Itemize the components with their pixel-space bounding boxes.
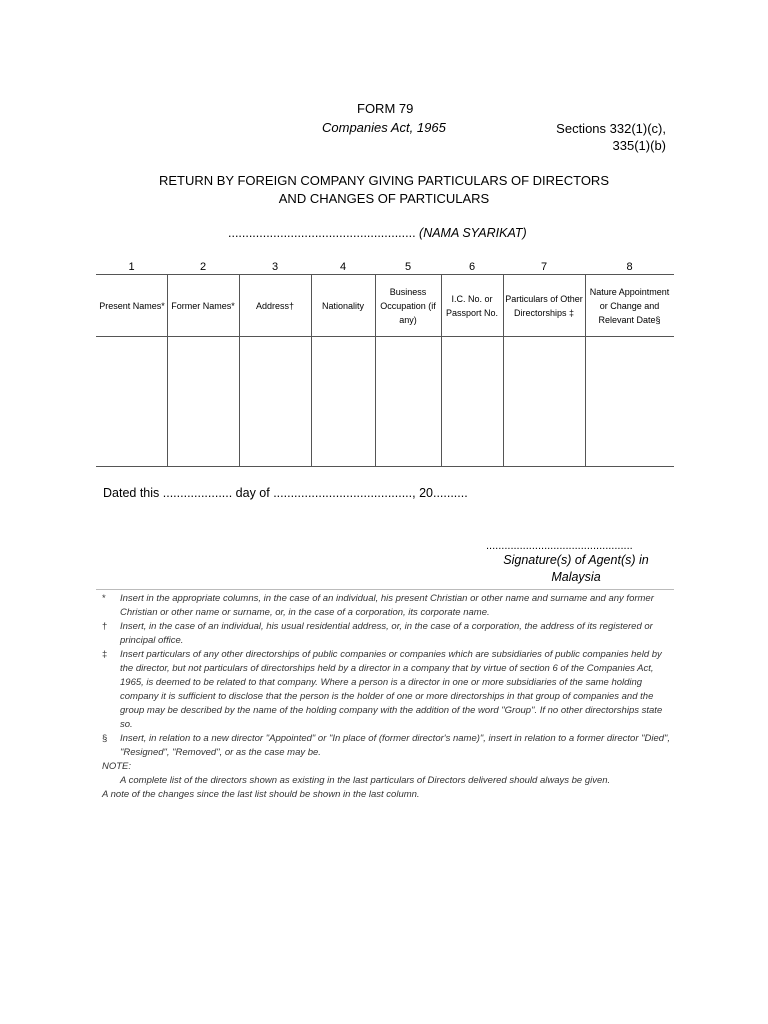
column-number-5: 5 — [404, 261, 412, 273]
footnote-text: Insert, in the case of an individual, his usual residential address, or, in the case of a corporation, the address of its registered or principal office. — [120, 621, 653, 646]
footnote-symbol: ‡ — [102, 649, 108, 660]
sections-reference — [540, 120, 666, 154]
header-present-names: Present Names* — [99, 301, 165, 311]
footnote — [102, 648, 672, 732]
company-name-label: (NAMA SYARIKAT) — [419, 226, 527, 240]
header-nationality: Nationality — [321, 301, 365, 311]
footnote-symbol: § — [102, 733, 108, 744]
heading-line-1: RETURN BY FOREIGN COMPANY GIVING PARTICULARS OF DIRECTORS — [158, 173, 609, 188]
signature-label-line-1: Signature(s) of Agent(s) in — [503, 553, 649, 567]
header-ic-passport: I.C. No. or Passport No. — [445, 294, 499, 318]
column-number-8: 8 — [626, 261, 633, 273]
header-business-occupation: Business Occupation (if any) — [380, 287, 436, 325]
footnote-text: Insert particulars of any other directorships of public companies or companies which are subsidiaries of public companies held by the director, but not particulars of directorships held by a director in a company that by virtue of section 6 of the Companies Act, 1965, is deemed to be related to that company. Where a person is a director in one or more subsidiaries of the same holding company it is sufficient to disclose that the person is the holder of one or more directorships in that group of companies and the group may be described by the name of the holding company with the addition of the word "Group". If no other directorships state so. — [120, 649, 663, 730]
footnote-text: Insert, in relation to a new director "Appointed" or "In place of (former director's name)", insert in relation to a former director "Died", "Resigned", "Removed", or as the case may be. — [120, 733, 671, 758]
column-number-6: 6 — [468, 261, 476, 273]
header-nature-appointment: Nature Appointment or Change and Relevant Date§ — [589, 287, 670, 325]
signature-label — [486, 552, 666, 586]
footnote-symbol: † — [102, 621, 108, 632]
column-number-4: 4 — [339, 261, 347, 273]
document-heading — [0, 172, 768, 208]
column-number-3: 3 — [271, 261, 279, 273]
note-label: NOTE: — [102, 761, 132, 772]
column-number-2: 2 — [199, 261, 207, 273]
table-bottom-rule — [96, 466, 674, 467]
column-number-1: 1 — [128, 261, 135, 273]
note-line-1: A complete list of the directors shown as existing in the last particulars of Directors delivered should always be given. — [120, 775, 611, 786]
header-other-directorships: Particulars of Other Directorships ‡ — [505, 294, 583, 318]
signature-label-line-2: Malaysia — [551, 570, 601, 584]
act-title: Companies Act, 1965 — [322, 120, 446, 135]
column-number-7: 7 — [540, 261, 548, 273]
form-number: FORM 79 — [357, 101, 414, 116]
sections-line-1: Sections 332(1)(c), — [556, 121, 666, 136]
company-name-dots: ...................................................... — [228, 226, 416, 240]
company-name-field[interactable] — [228, 226, 527, 240]
table-top-rule — [96, 274, 674, 275]
footnotes — [102, 592, 672, 802]
signature-line[interactable]: ................................................ — [486, 540, 633, 552]
footnote-symbol: * — [102, 593, 106, 604]
notes-separator — [96, 589, 674, 590]
note-line-2: A note of the changes since the last list should be shown in the last column. — [102, 789, 420, 800]
dated-line[interactable]: Dated this .................... day of ........................................, 20.......... — [103, 486, 468, 500]
header-address: Address† — [255, 301, 295, 311]
footnote — [102, 592, 672, 620]
sections-line-2: 335(1)(b) — [612, 138, 666, 153]
footnote-text: Insert in the appropriate columns, in the case of an individual, his present Christian or other name and surname and any former Christian or other name or surname, or, in the case of a corporation, its corporate name. — [120, 593, 654, 618]
heading-line-2: AND CHANGES OF PARTICULARS — [278, 191, 490, 206]
header-former-names: Former Names* — [171, 301, 235, 311]
table-entry-area[interactable] — [96, 337, 674, 466]
footnote — [102, 620, 672, 648]
footnote — [102, 732, 672, 760]
